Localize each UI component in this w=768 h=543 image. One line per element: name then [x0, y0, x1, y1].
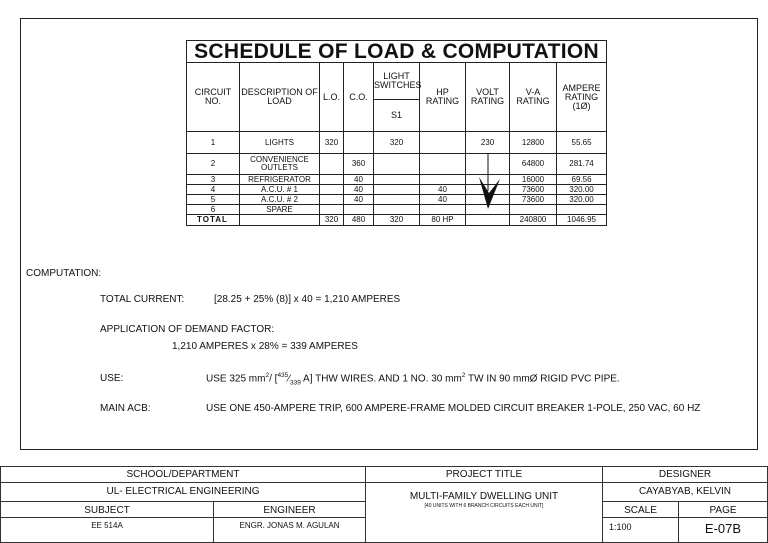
page-value-text: E-07B: [704, 521, 742, 536]
designer-label: [602, 466, 768, 483]
scale-value: [602, 517, 679, 543]
cell-amp: 281.74: [557, 154, 607, 175]
header-s1: S1: [374, 100, 420, 132]
cell-no: 4: [187, 185, 240, 195]
header-ampere: AMPERE RATING (1Ø): [557, 63, 607, 132]
table-row: [187, 195, 607, 205]
header-va: V-A RATING: [510, 63, 557, 132]
cell-hp: [420, 205, 466, 215]
total-co: 480: [344, 215, 374, 226]
header-circuit-no: CIRCUIT NO.: [187, 63, 240, 132]
header-volt: VOLT RATING: [466, 63, 510, 132]
cell-desc: SPARE: [240, 205, 320, 215]
total-current-label: TOTAL CURRENT:: [100, 294, 185, 305]
subject-value-text: EE 514A: [91, 521, 123, 530]
cell-lo: 320: [320, 132, 344, 154]
header-light-switches: LIGHT SWITCHES: [374, 63, 420, 100]
table-row: [187, 175, 607, 185]
cell-lo: [320, 205, 344, 215]
engineer-label: [213, 501, 366, 518]
scale-label-text: SCALE: [624, 505, 657, 516]
header-co: C.O.: [344, 63, 374, 132]
cell-amp: 69.56: [557, 175, 607, 185]
cell-va: 16000: [510, 175, 557, 185]
cell-no: 2: [187, 154, 240, 175]
cell-co: 40: [344, 175, 374, 185]
cell-va: 12800: [510, 132, 557, 154]
table-row: [187, 205, 607, 215]
table-row: [187, 185, 607, 195]
computation-heading: COMPUTATION:: [26, 268, 102, 279]
project-note-text: [40 UNITS WITH 6 BRANCH CIRCUITS EACH UNIT]: [424, 503, 544, 509]
demand-factor-label: APPLICATION OF DEMAND FACTOR:: [100, 324, 275, 335]
school-label-text: SCHOOL/DEPARTMENT: [126, 469, 240, 480]
main-acb-value: USE ONE 450-AMPERE TRIP, 600 AMPERE-FRAME MOLDED CIRCUIT BREAKER 1-POLE, 250 VAC, 60 HZ: [206, 403, 701, 414]
use-text-a: USE 325 mm: [206, 373, 266, 385]
cell-no: 6: [187, 205, 240, 215]
schedule-of-load-table: [186, 40, 607, 226]
cell-no: 3: [187, 175, 240, 185]
header-lo: L.O.: [320, 63, 344, 132]
cell-s1: [374, 175, 420, 185]
page-label: [678, 501, 768, 518]
cell-co: 40: [344, 195, 374, 205]
page-label-text: PAGE: [709, 505, 737, 516]
header-description: DESCRIPTION OF LOAD: [240, 63, 320, 132]
subject-value: [0, 517, 214, 543]
down-arrow-icon: [478, 153, 502, 213]
table-row: [187, 154, 607, 175]
cell-va: 64800: [510, 154, 557, 175]
use-sup-1: 2: [265, 372, 270, 379]
cell-amp: [557, 205, 607, 215]
use-text-b: / [: [269, 373, 278, 385]
school-value-text: UL- ELECTRICAL ENGINEERING: [106, 486, 260, 497]
cell-co: 360: [344, 154, 374, 175]
scale-value-text: 1:100: [609, 522, 632, 532]
cell-desc: A.C.U. # 1: [240, 185, 320, 195]
use-label: USE:: [100, 373, 124, 384]
cell-hp: 40: [420, 185, 466, 195]
total-lo: 320: [320, 215, 344, 226]
cell-s1: [374, 154, 420, 175]
cell-lo: [320, 175, 344, 185]
cell-hp: [420, 175, 466, 185]
school-label: [0, 466, 366, 483]
use-frac-num: 435: [277, 372, 289, 379]
cell-volt: 230: [466, 132, 510, 154]
cell-desc: A.C.U. # 2: [240, 195, 320, 205]
use-sup-2: 2: [461, 372, 466, 379]
cell-va: 73600: [510, 195, 557, 205]
total-current-value: [28.25 + 25% (8)] x 40 = 1,210 AMPERES: [214, 294, 401, 305]
cell-co: [344, 205, 374, 215]
table-row: [187, 132, 607, 154]
total-desc: [240, 215, 320, 226]
cell-s1: 320: [374, 132, 420, 154]
total-s1: 320: [374, 215, 420, 226]
engineer-value: [213, 517, 366, 543]
demand-factor-value: 1,210 AMPERES x 28% = 339 AMPERES: [172, 341, 358, 352]
table-total-row: [187, 215, 607, 226]
cell-va: [510, 205, 557, 215]
cell-no: 1: [187, 132, 240, 154]
page-value: [678, 517, 768, 543]
main-acb-label: MAIN ACB:: [100, 403, 151, 414]
cell-desc: REFRIGERATOR: [240, 175, 320, 185]
designer-label-text: DESIGNER: [658, 469, 712, 480]
total-volt: [466, 215, 510, 226]
use-value: [206, 372, 620, 386]
total-va: 240800: [510, 215, 557, 226]
cell-va: 73600: [510, 185, 557, 195]
use-frac-den: 339: [289, 379, 301, 387]
designer-value: [602, 482, 768, 502]
use-text-c: A] THW WIRES. AND 1 NO. 30 mm: [300, 373, 462, 385]
cell-amp: 55.65: [557, 132, 607, 154]
total-hp: 80 HP: [420, 215, 466, 226]
cell-s1: [374, 195, 420, 205]
cell-amp: 320.00: [557, 185, 607, 195]
use-frac-slash: ⁄: [288, 373, 290, 385]
project-label: [365, 466, 603, 483]
engineer-label-text: ENGINEER: [263, 505, 316, 516]
header-hp: HP RATING: [420, 63, 466, 132]
cell-lo: [320, 154, 344, 175]
cell-no: 5: [187, 195, 240, 205]
cell-lo: [320, 195, 344, 205]
cell-hp: 40: [420, 195, 466, 205]
cell-hp: [420, 132, 466, 154]
cell-desc: LIGHTS: [240, 132, 320, 154]
project-value: [365, 482, 603, 543]
cell-hp: [420, 154, 466, 175]
designer-value-text: CAYABYAB, KELVIN: [638, 486, 732, 497]
cell-lo: [320, 185, 344, 195]
cell-co: 40: [344, 185, 374, 195]
use-text-d: TW IN 90 mmØ RIGID PVC PIPE.: [465, 373, 620, 385]
engineer-value-text: ENGR. JONAS M. AGULAN: [239, 521, 340, 530]
title-block: [0, 466, 768, 543]
school-value: [0, 482, 366, 502]
project-label-text: PROJECT TITLE: [445, 469, 523, 480]
subject-label-text: SUBJECT: [84, 505, 130, 516]
total-amp: 1046.95: [557, 215, 607, 226]
project-value-text: MULTI-FAMILY DWELLING UNIT: [409, 491, 559, 502]
scale-label: [602, 501, 679, 518]
total-label: TOTAL: [187, 215, 240, 226]
subject-label: [0, 501, 214, 518]
cell-co: [344, 132, 374, 154]
cell-desc: CONVENIENCE OUTLETS: [240, 154, 320, 175]
cell-s1: [374, 205, 420, 215]
schedule-title: SCHEDULE OF LOAD & COMPUTATION: [187, 41, 607, 63]
cell-amp: 320.00: [557, 195, 607, 205]
cell-s1: [374, 185, 420, 195]
